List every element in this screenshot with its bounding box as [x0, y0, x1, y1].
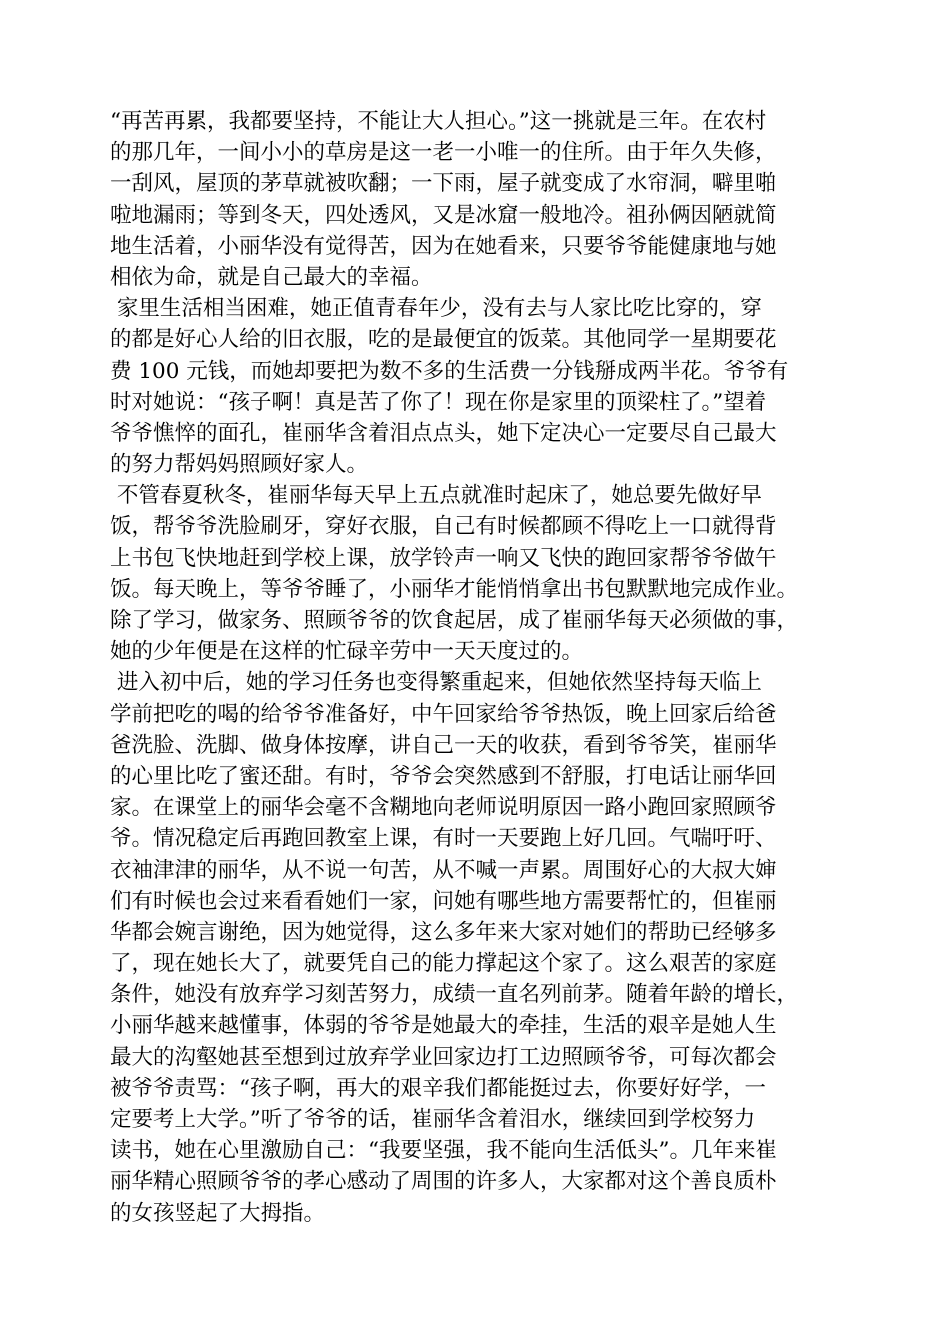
text-line: 被爷爷责骂：“孩子啊，再大的艰辛我们都能挺过去，你要好好学，一	[110, 1075, 766, 1101]
text-line: 一刮风，屋顶的茅草就被吹翻；一下雨，屋子就变成了水帘洞，噼里啪	[110, 171, 777, 197]
text-line: 除了学习，做家务、照顾爷爷的饮食起居，成了崔丽华每天必须做的事，	[110, 608, 799, 633]
text-line: 衣袖津津的丽华，从不说一句苦，从不喊一声累。周围好心的大叔大婶	[110, 857, 777, 883]
text-line: 地生活着，小丽华没有觉得苦，因为在她看来，只要爷爷能健康地与她	[110, 233, 777, 259]
text-line: 定要考上大学。”听了爷爷的话，崔丽华含着泪水，继续回到学校努力	[110, 1107, 756, 1132]
text-line: 相依为命，就是自己最大的幸福。	[110, 264, 433, 290]
text-line: 的女孩竖起了大拇指。	[110, 1200, 326, 1226]
text-line: 爷爷憔悴的面孔，崔丽华含着泪点点头，她下定决心一定要尽自己最大	[110, 420, 777, 446]
text-line: 进入初中后，她的学习任务也变得繁重起来，但她依然坚持每天临上	[110, 670, 762, 696]
text-line: 啦地漏雨；等到冬天，四处透风，又是冰窟一般地冷。祖孙俩因陋就简	[110, 202, 777, 228]
text-line: 的努力帮妈妈照顾好家人。	[110, 452, 369, 478]
text-line: 她的少年便是在这样的忙碌辛劳中一天天度过的。	[110, 639, 584, 665]
text-line: 费 100 元钱，而她却要把为数不多的生活费一分钱掰成两半花。爷爷有	[110, 358, 789, 384]
text-line: 最大的沟壑她甚至想到过放弃学业回家边打工边照顾爷爷，可每次都会	[110, 1044, 777, 1070]
text-line: 丽华精心照顾爷爷的孝心感动了周围的许多人，大家都对这个善良质朴	[110, 1169, 777, 1195]
text-line: 小丽华越来越懂事，体弱的爷爷是她最大的牵挂，生活的艰辛是她人生	[110, 1013, 777, 1039]
text-line: 华都会婉言谢绝，因为她觉得，这么多年来大家对她们的帮助已经够多	[110, 919, 777, 945]
text-line: 爸洗脸、洗脚、做身体按摩，讲自己一天的收获，看到爷爷笑，崔丽华	[110, 732, 777, 758]
text-line: 的都是好心人给的旧衣服，吃的是最便宜的饭菜。其他同学一星期要花	[110, 327, 777, 353]
text-line: 学前把吃的喝的给爷爷准备好，中午回家给爷爷热饭，晚上回家后给爸	[110, 701, 777, 727]
body-text	[110, 106, 855, 1229]
text-line: “再苦再累，我都要坚持，不能让大人担心。”这一挑就是三年。在农村	[110, 109, 767, 134]
text-line: 了，现在她长大了，就要凭自己的能力撑起这个家了。这么艰苦的家庭	[110, 951, 777, 977]
text-line: 家里生活相当困难，她正值青春年少，没有去与人家比吃比穿的，穿	[110, 296, 762, 322]
text-line: 家。在课堂上的丽华会毫不含糊地向老师说明原因一路小跑回家照顾爷	[110, 795, 777, 821]
text-line: 饭。每天晚上，等爷爷睡了，小丽华才能悄悄拿出书包默默地完成作业。	[110, 576, 799, 602]
text-line: 不管春夏秋冬，崔丽华每天早上五点就准时起床了，她总要先做好早	[110, 483, 762, 509]
text-line: 条件，她没有放弃学习刻苦努力，成绩一直名列前茅。随着年龄的增长，	[110, 982, 799, 1008]
text-line: 们有时候也会过来看看她们一家，问她有哪些地方需要帮忙的，但崔丽	[110, 888, 777, 914]
text-line: 爷。情况稳定后再跑回教室上课，有时一天要跑上好几回。气喘吁吁、	[110, 826, 777, 852]
text-line: 读书，她在心里激励自己：“我要坚强，我不能向生活低头”。几年来崔	[110, 1138, 777, 1164]
text-line: 饭，帮爷爷洗脸刷牙，穿好衣服，自己有时候都顾不得吃上一口就得背	[110, 514, 777, 540]
text-line: 的那几年，一间小小的草房是这一老一小唯一的住所。由于年久失修，	[110, 140, 777, 166]
text-line: 时对她说：“孩子啊！真是苦了你了！现在你是家里的顶梁柱了。”望着	[110, 389, 767, 415]
text-line: 的心里比吃了蜜还甜。有时，爷爷会突然感到不舒服，打电话让丽华回	[110, 763, 777, 789]
text-line: 上书包飞快地赶到学校上课，放学铃声一响又飞快的跑回家帮爷爷做午	[110, 545, 777, 571]
